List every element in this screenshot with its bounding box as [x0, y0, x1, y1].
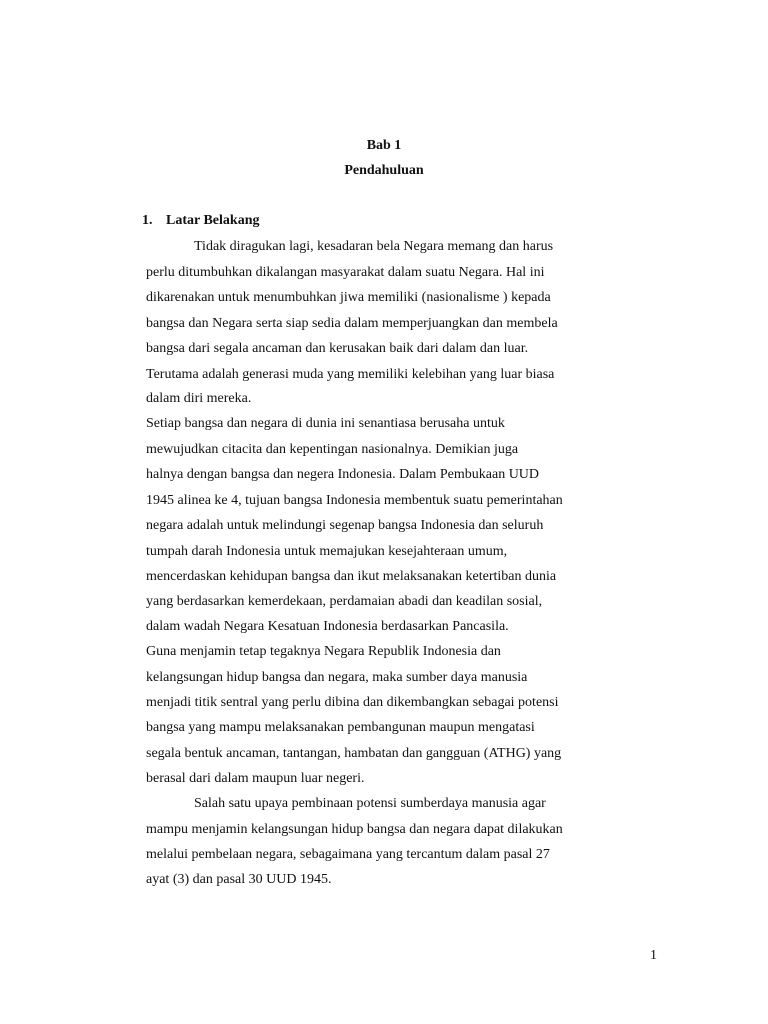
paragraph-line: Tidak diragukan lagi, kesadaran bela Negara memang dan harus: [194, 239, 554, 254]
paragraph-line: 1945 alinea ke 4, tujuan bangsa Indonesia membentuk suatu pemerintahan: [146, 493, 563, 508]
paragraph-line: bangsa yang mampu melaksanakan pembangunan maupun mengatasi: [146, 720, 535, 735]
paragraph-line: berasal dari dalam maupun luar negeri.: [146, 771, 365, 786]
chapter-subtitle: Pendahuluan: [344, 163, 424, 178]
chapter-title: Bab 1: [366, 138, 402, 153]
paragraph-line: halnya dengan bangsa dan negera Indonesia. Dalam Pembukaan UUD: [146, 467, 540, 482]
paragraph-line: mampu menjamin kelangsungan hidup bangsa dan negara dapat dilakukan: [146, 822, 563, 837]
page-number: 1: [650, 948, 657, 963]
section-number: 1.: [142, 213, 153, 228]
paragraph-line: dikarenakan untuk menumbuhkan jiwa memiliki (nasionalisme ) kepada: [146, 290, 551, 305]
paragraph-line: dalam wadah Negara Kesatuan Indonesia berdasarkan Pancasila.: [146, 619, 509, 634]
paragraph-line: melalui pembelaan negara, sebagaimana yang tercantum dalam pasal 27: [146, 847, 550, 862]
paragraph-line: tumpah darah Indonesia untuk memajukan kesejahteraan umum,: [146, 544, 508, 559]
paragraph-line: segala bentuk ancaman, tantangan, hambatan dan gangguan (ATHG) yang: [146, 746, 562, 761]
paragraph-line: mencerdaskan kehidupan bangsa dan ikut melaksanakan ketertiban dunia: [146, 569, 557, 584]
paragraph-line: bangsa dari segala ancaman dan kerusakan baik dari dalam dan luar.: [146, 341, 529, 356]
section-heading: [142, 213, 259, 229]
paragraph-line: dalam diri mereka.: [146, 391, 252, 406]
paragraph-line: yang berdasarkan kemerdekaan, perdamaian abadi dan keadilan sosial,: [146, 594, 543, 609]
paragraph-line: Terutama adalah generasi muda yang memiliki kelebihan yang luar biasa: [146, 367, 555, 382]
paragraph-line: perlu ditumbuhkan dikalangan masyarakat dalam suatu Negara. Hal ini: [146, 265, 545, 280]
paragraph-line: Setiap bangsa dan negara di dunia ini senantiasa berusaha untuk: [146, 416, 505, 431]
paragraph-line: menjadi titik sentral yang perlu dibina dan dikembangkan sebagai potensi: [146, 695, 559, 710]
paragraph-line: ayat (3) dan pasal 30 UUD 1945.: [146, 872, 332, 887]
paragraph-line: Salah satu upaya pembinaan potensi sumberdaya manusia agar: [194, 796, 546, 811]
paragraph-line: Guna menjamin tetap tegaknya Negara Republik Indonesia dan: [146, 644, 501, 659]
paragraph-line: negara adalah untuk melindungi segenap bangsa Indonesia dan seluruh: [146, 518, 544, 533]
section-title: Latar Belakang: [166, 213, 260, 228]
paragraph-line: bangsa dan Negara serta siap sedia dalam memperjuangkan dan membela: [146, 316, 558, 331]
paragraph-line: mewujudkan citacita dan kepentingan nasionalnya. Demikian juga: [146, 442, 519, 457]
paragraph-line: kelangsungan hidup bangsa dan negara, maka sumber daya manusia: [146, 670, 528, 685]
